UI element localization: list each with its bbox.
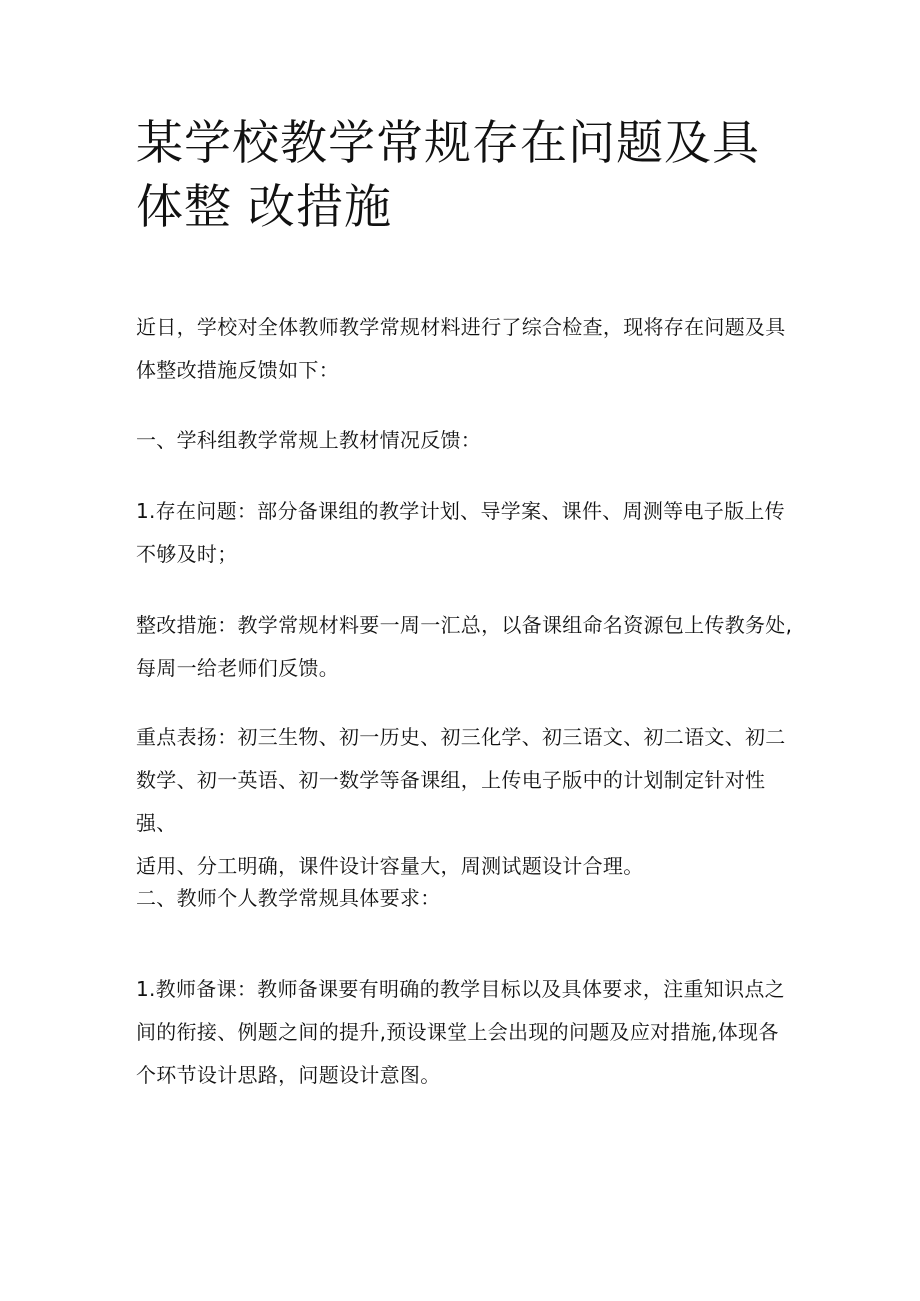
praise-paragraph: 重点表扬：初三生物、初一历史、初三化学、初三语文、初二语文、初二 数学、初一英语、初一数学等备课组，上传电子版中的计划制定针对性强、 适用、分工明确，课件设计容量大，周测试题设计合理。 xyxy=(136,725,786,878)
measure-paragraph: 整改措施：教学常规材料要一周一汇总，以备课组命名资源包上传教务处, 每周一给老师们反馈。 xyxy=(136,613,793,680)
section-heading-2: 二、教师个人教学常规具体要求： xyxy=(136,886,441,910)
section-heading-1: 一、学科组教学常规上教材情况反馈： xyxy=(136,428,482,452)
document-title: 某学校教学常规存在问题及具体整 改措施 xyxy=(136,116,760,235)
intro-paragraph: 近日，学校对全体教师教学常规材料进行了综合检查，现将存在问题及具 体整改措施反馈如下： xyxy=(136,315,786,382)
lesson-prep-paragraph: 1.教师备课：教师备课要有明确的教学目标以及具体要求，注重知识点之 间的衔接、例题之间的提升,预设课堂上会出现的问题及应对措施,体现各 个环节设计思路，问题设计意图。 xyxy=(136,977,785,1087)
issue-paragraph: 1.存在问题：部分备课组的教学计划、导学案、课件、周测等电子版上传 不够及时； xyxy=(136,499,785,566)
